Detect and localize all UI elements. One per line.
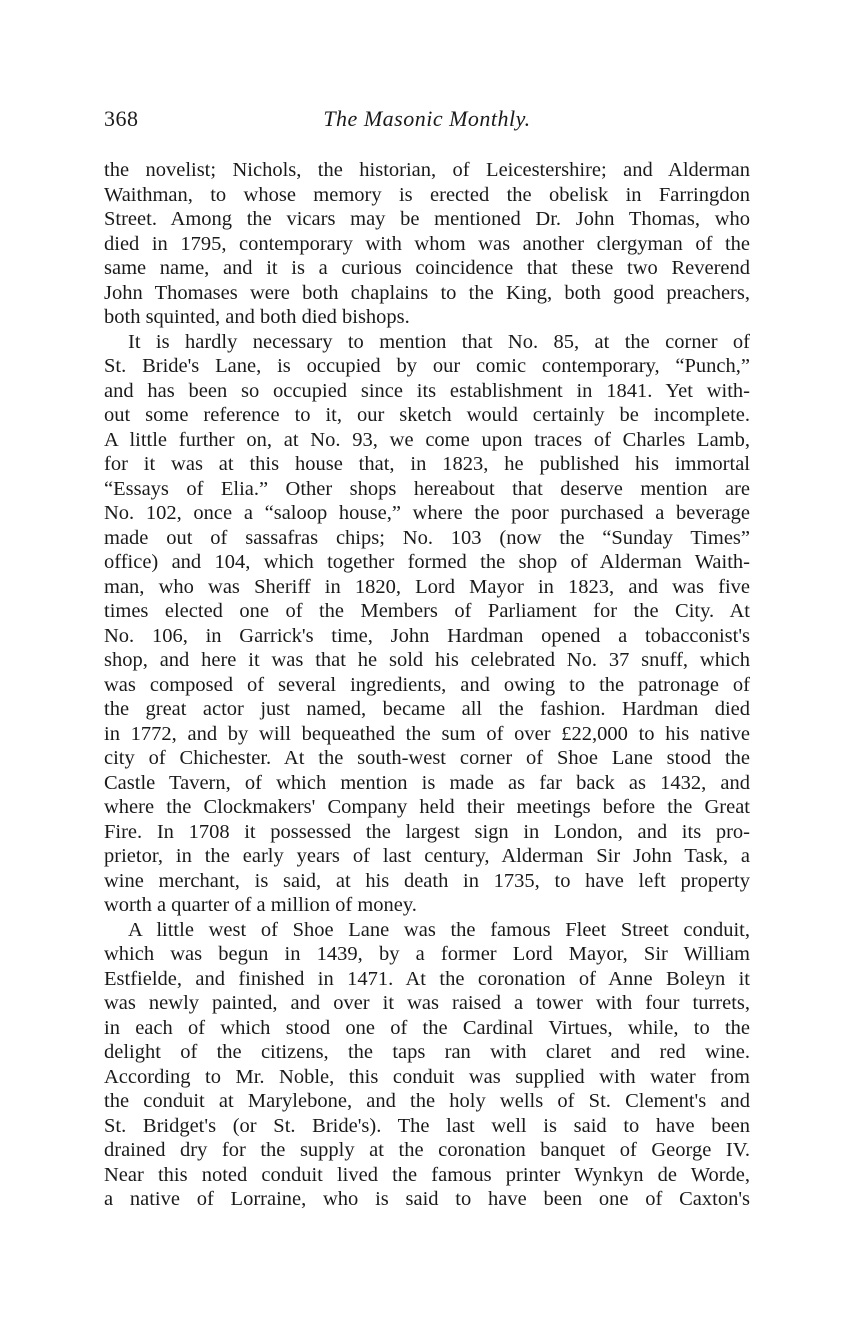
text-line: delight of the citizens, the taps ran with claret and red wine. [104, 1041, 750, 1063]
text-line: city of Chichester. At the south-west corner of Shoe Lane stood the [104, 747, 750, 769]
text-line: in 1772, and by will bequeathed the sum of over £22,000 to his native [104, 722, 750, 745]
text-line: Waithman, to whose memory is erected the obelisk in Farringdon [104, 183, 750, 206]
text-line: same name, and it is a curious coincidence that these two Reverend [104, 257, 750, 279]
text-line: Castle Tavern, of which mention is made as far back as 1432, and [104, 771, 750, 794]
text-line: No. 102, once a “saloop house,” where the poor purchased a beverage [104, 502, 750, 524]
text-line: A little west of Shoe Lane was the famous Fleet Street conduit, [128, 918, 750, 941]
text-line: drained dry for the supply at the coronation banquet of George IV. [104, 1139, 750, 1161]
text-line: Estfielde, and finished in 1471. At the coronation of Anne Boleyn it [104, 967, 750, 990]
text-line: St. Bridget's (or St. Bride's). The last well is said to have been [104, 1114, 750, 1137]
text-line: prietor, in the early years of last century, Alderman Sir John Task, a [104, 845, 750, 867]
text-line: A little further on, at No. 93, we come upon traces of Charles Lamb, [104, 428, 750, 451]
text-line: St. Bride's Lane, is occupied by our comic contemporary, “Punch,” [104, 355, 750, 377]
page-number: 368 [104, 106, 139, 131]
text-line: the novelist; Nichols, the historian, of Leicestershire; and Alderman [104, 159, 750, 181]
text-line: in each of which stood one of the Cardinal Virtues, while, to the [104, 1016, 750, 1039]
text-line: was composed of several ingredients, and owing to the patronage of [104, 673, 750, 696]
text-line: Street. Among the vicars may be mentioned Dr. John Thomas, who [104, 208, 750, 230]
text-line: Fire. In 1708 it possessed the largest sign in London, and its pro- [104, 820, 750, 843]
text-line: According to Mr. Noble, this conduit was supplied with water from [104, 1065, 750, 1088]
text-line: times elected one of the Members of Parliament for the City. At [104, 600, 750, 622]
text-line: “Essays of Elia.” Other shops hereabout that deserve mention are [104, 477, 750, 500]
text-line: It is hardly necessary to mention that No. 85, at the corner of [128, 330, 750, 353]
text-line: died in 1795, contemporary with whom was another clergyman of the [104, 232, 750, 255]
running-head [104, 104, 750, 136]
text-line: a native of Lorraine, who is said to have been one of Caxton's [104, 1188, 750, 1210]
text-line: worth a quarter of a million of money. [104, 894, 417, 916]
text-line: made out of sassafras chips; No. 103 (now the “Sunday Times” [104, 526, 750, 549]
text-line: wine merchant, is said, at his death in 1735, to have left property [104, 869, 750, 892]
text-line: out some reference to it, our sketch would certainly be incomplete. [104, 404, 750, 426]
text-line: man, who was Sheriff in 1820, Lord Mayor in 1823, and was five [104, 575, 750, 598]
text-line: the conduit at Marylebone, and the holy wells of St. Clement's and [104, 1090, 750, 1112]
text-line: both squinted, and both died bishops. [104, 306, 410, 328]
body-text [104, 158, 750, 1212]
text-line: where the Clockmakers' Company held their meetings before the Great [104, 796, 750, 818]
text-line: office) and 104, which together formed the shop of Alderman Waith- [104, 551, 750, 573]
text-line: Near this noted conduit lived the famous printer Wynkyn de Worde, [104, 1163, 750, 1186]
text-line: the great actor just named, became all the fashion. Hardman died [104, 698, 750, 720]
journal-title: The Masonic Monthly. [323, 106, 531, 131]
text-line: which was begun in 1439, by a former Lord Mayor, Sir William [104, 943, 750, 965]
text-line: John Thomases were both chaplains to the King, both good preachers, [104, 281, 750, 304]
text-line: for it was at this house that, in 1823, he published his immortal [104, 453, 750, 475]
text-line: shop, and here it was that he sold his celebrated No. 37 snuff, which [104, 649, 750, 671]
text-line: and has been so occupied since its establishment in 1841. Yet with- [104, 379, 750, 402]
text-line: No. 106, in Garrick's time, John Hardman opened a tobacconist's [104, 624, 750, 647]
text-line: was newly painted, and over it was raised a tower with four turrets, [104, 992, 750, 1014]
